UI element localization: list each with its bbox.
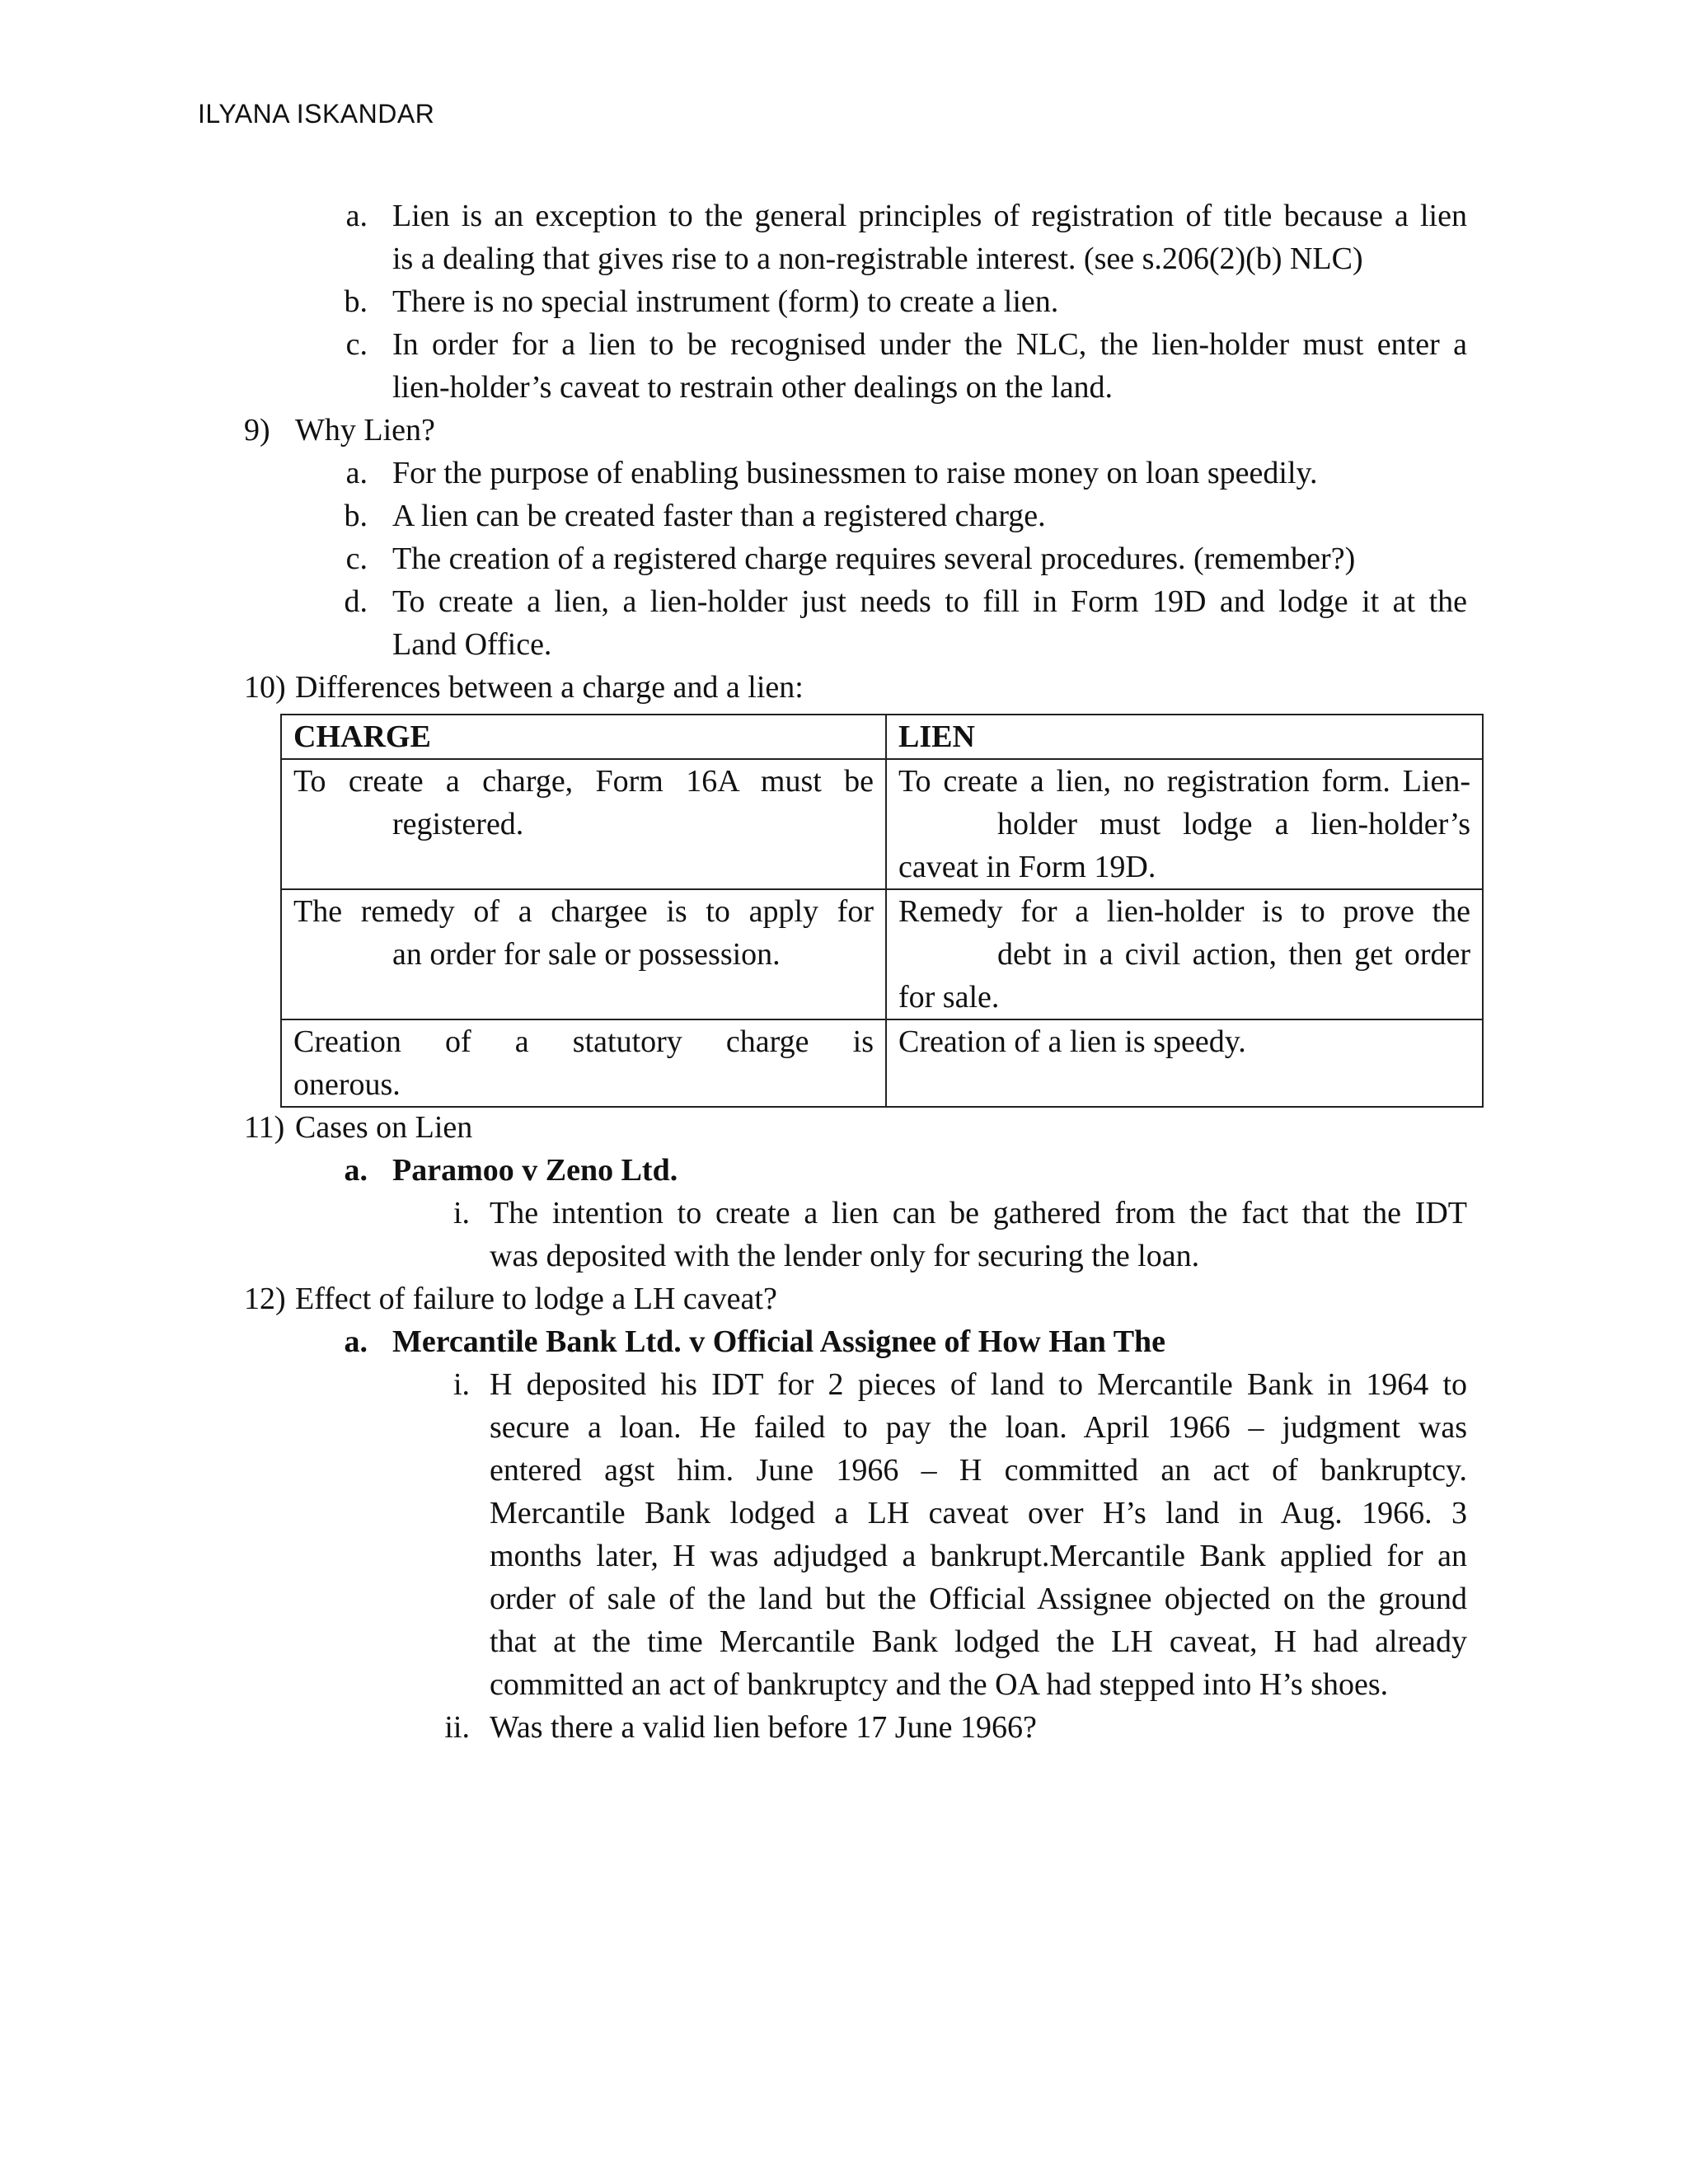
sub-list-text: The intention to create a lien can be gathered from the fact that the IDT [490,1196,1467,1230]
cell-line: registered. [392,807,524,841]
sub-list-text: order of sale of the land but the Official Assignee objected on the ground [490,1582,1467,1616]
cell-line: for sale. [898,980,1000,1015]
table-row [281,889,1483,1019]
list-item-text: Land Office. [392,627,552,662]
section-number: 9) [244,413,270,448]
section-heading: Why Lien? [295,413,435,448]
sub-list-text: months later, H was adjudged a bankrupt.Mercantile Bank applied for an [490,1539,1467,1573]
list-marker: c. [345,327,368,362]
section-number: 10) [244,670,286,705]
page-header: ILYANA ISKANDAR [198,99,435,129]
table-row [281,759,1483,889]
list-marker: d. [344,584,368,619]
section-number: 12) [244,1282,286,1316]
table-cell [886,759,1483,889]
cell-line: debt in a civil action, then get order [997,937,1470,972]
sub-list-marker: ii. [444,1710,470,1745]
cell-line: The remedy of a chargee is to apply for [293,894,874,929]
list-marker: a. [345,199,368,233]
table-row [281,1019,1483,1107]
sub-list-marker: i. [452,1367,470,1402]
list-marker: b. [344,499,368,533]
section-heading: Effect of failure to lodge a LH caveat? [295,1282,777,1316]
cell-line: To create a lien, no registration form. Lien- [898,764,1470,799]
table-header-cell: LIEN [886,715,1483,759]
list-item-text: lien-holder’s caveat to restrain other dealings on the land. [392,370,1114,405]
cell-line: To create a charge, Form 16A must be [293,764,874,799]
table-cell [886,889,1483,1019]
sub-list-marker: i. [452,1196,470,1230]
cell-line: caveat in Form 19D. [898,850,1156,884]
sub-list-text: that at the time Mercantile Bank lodged the LH caveat, H had already [490,1624,1467,1659]
cell-line: an order for sale or possession. [392,937,781,972]
case-marker: a. [344,1153,368,1188]
sub-list-text: H deposited his IDT for 2 pieces of land to Mercantile Bank in 1964 to [490,1367,1467,1402]
table-header-cell: CHARGE [281,715,886,759]
list-marker: c. [345,541,368,576]
section-heading: Cases on Lien [295,1110,473,1145]
list-marker: a. [345,456,368,490]
sub-list-text: committed an act of bankruptcy and the OA had stepped into H’s shoes. [490,1667,1389,1702]
list-marker: b. [344,284,368,319]
sub-list-text: was deposited with the lender only for securing the loan. [490,1239,1200,1273]
comparison-table [280,714,1484,1108]
cell-line: holder must lodge a lien-holder’s [997,807,1470,841]
section-heading: Differences between a charge and a lien: [295,670,804,705]
table-cell [281,889,886,1019]
cell-line: onerous. [293,1067,401,1102]
case-name: Paramoo v Zeno Ltd. [392,1153,678,1188]
sub-list-text: secure a loan. He failed to pay the loan. April 1966 – judgment was [490,1410,1467,1445]
table-cell [886,1019,1483,1107]
list-item-text: In order for a lien to be recognised under the NLC, the lien-holder must enter a [392,327,1467,362]
table-header-row [281,715,1483,759]
list-item-text: There is no special instrument (form) to create a lien. [392,284,1059,319]
list-item-text: For the purpose of enabling businessmen to raise money on loan speedily. [392,456,1318,490]
case-marker: a. [344,1324,368,1359]
sub-list-text: Mercantile Bank lodged a LH caveat over H’s land in Aug. 1966. 3 [490,1496,1467,1530]
list-item-text: is a dealing that gives rise to a non-registrable interest. (see s.206(2)(b) NLC) [392,241,1363,276]
list-item-text: The creation of a registered charge requires several procedures. (remember?) [392,541,1356,576]
list-item-text: A lien can be created faster than a registered charge. [392,499,1046,533]
cell-line: Creation of a statutory charge is [293,1024,874,1059]
list-item-text: Lien is an exception to the general principles of registration of title because a lien [392,199,1467,233]
case-name: Mercantile Bank Ltd. v Official Assignee of How Han The [392,1324,1166,1359]
cell-line: Remedy for a lien-holder is to prove the [898,894,1470,929]
section-number: 11) [244,1110,285,1145]
sub-list-text: entered agst him. June 1966 – H committed an act of bankruptcy. [490,1453,1467,1488]
sub-list-text: Was there a valid lien before 17 June 1966? [490,1710,1037,1745]
table-cell [281,1019,886,1107]
table-cell [281,759,886,889]
cell-line: Creation of a lien is speedy. [898,1024,1246,1059]
list-item-text: To create a lien, a lien-holder just needs to fill in Form 19D and lodge it at the [392,584,1467,619]
